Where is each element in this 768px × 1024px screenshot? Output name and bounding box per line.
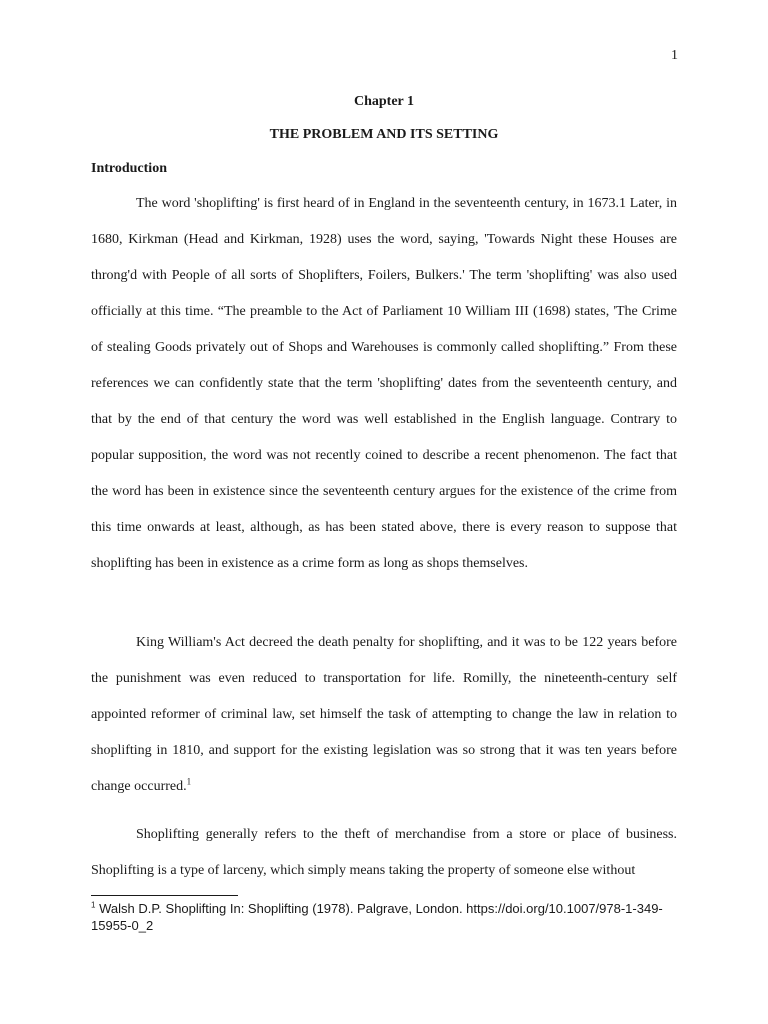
paragraph-text: King William's Act decreed the death penalty for shoplifting, and it was to be 122 years before the punishment was even reduced to transportation for life. Romilly, the nineteenth-century self appointed reformer of criminal law, set himself the task of attempting to change the law in relation to shoplifting in 1810, and support for the existing legislation was so strong that it was ten years before change occurred.: [91, 635, 677, 794]
body-paragraph: [91, 625, 677, 805]
footnote: [91, 900, 671, 934]
section-heading: Introduction: [91, 161, 167, 176]
paragraph-text: The word 'shoplifting' is first heard of in England in the seventeenth century, in 1673.1 Later, in 1680, Kirkman (Head and Kirkman, 1928) uses the word, saying, 'Towards Night these Houses are throng'd with People of all sorts of Shoplifters, Foilers, Bulkers.' The term 'shoplifting' was also used officially at this time. “The preamble to the Act of Parliament 10 William III (1698) states, 'The Crime of stealing Goods privately out of Shops and Warehouses is commonly called shoplifting.” From these references we can confidently state that the term 'shoplifting' dates from the seventeenth century, and that by the end of that century the word was well established in the English language. Contrary to popular supposition, the word was not recently coined to describe a recent phenomenon. The fact that the word has been in existence since the seventeenth century argues for the existence of the crime from this time onwards at least, although, as has been stated above, there is every reason to suppose that shoplifting has been in existence as a crime form as long as shops themselves.: [91, 196, 677, 571]
chapter-title: THE PROBLEM AND ITS SETTING: [269, 127, 499, 142]
footnote-divider: [91, 895, 238, 896]
body-paragraph: [91, 817, 677, 889]
footnote-reference[interactable]: 1: [186, 776, 192, 787]
paragraph-text: Shoplifting generally refers to the theft of merchandise from a store or place of business. Shoplifting is a type of larceny, which simply means taking the property of someone else without: [91, 827, 677, 878]
page-number: 1: [671, 48, 678, 63]
chapter-label: Chapter 1: [353, 94, 415, 109]
footnote-text: Walsh D.P. Shoplifting In: Shoplifting (1978). Palgrave, London. https://doi.org/10.1007/978-1-349-15955-0_2: [91, 901, 663, 933]
body-paragraph: [91, 186, 677, 582]
footnote-marker: 1: [91, 900, 96, 910]
